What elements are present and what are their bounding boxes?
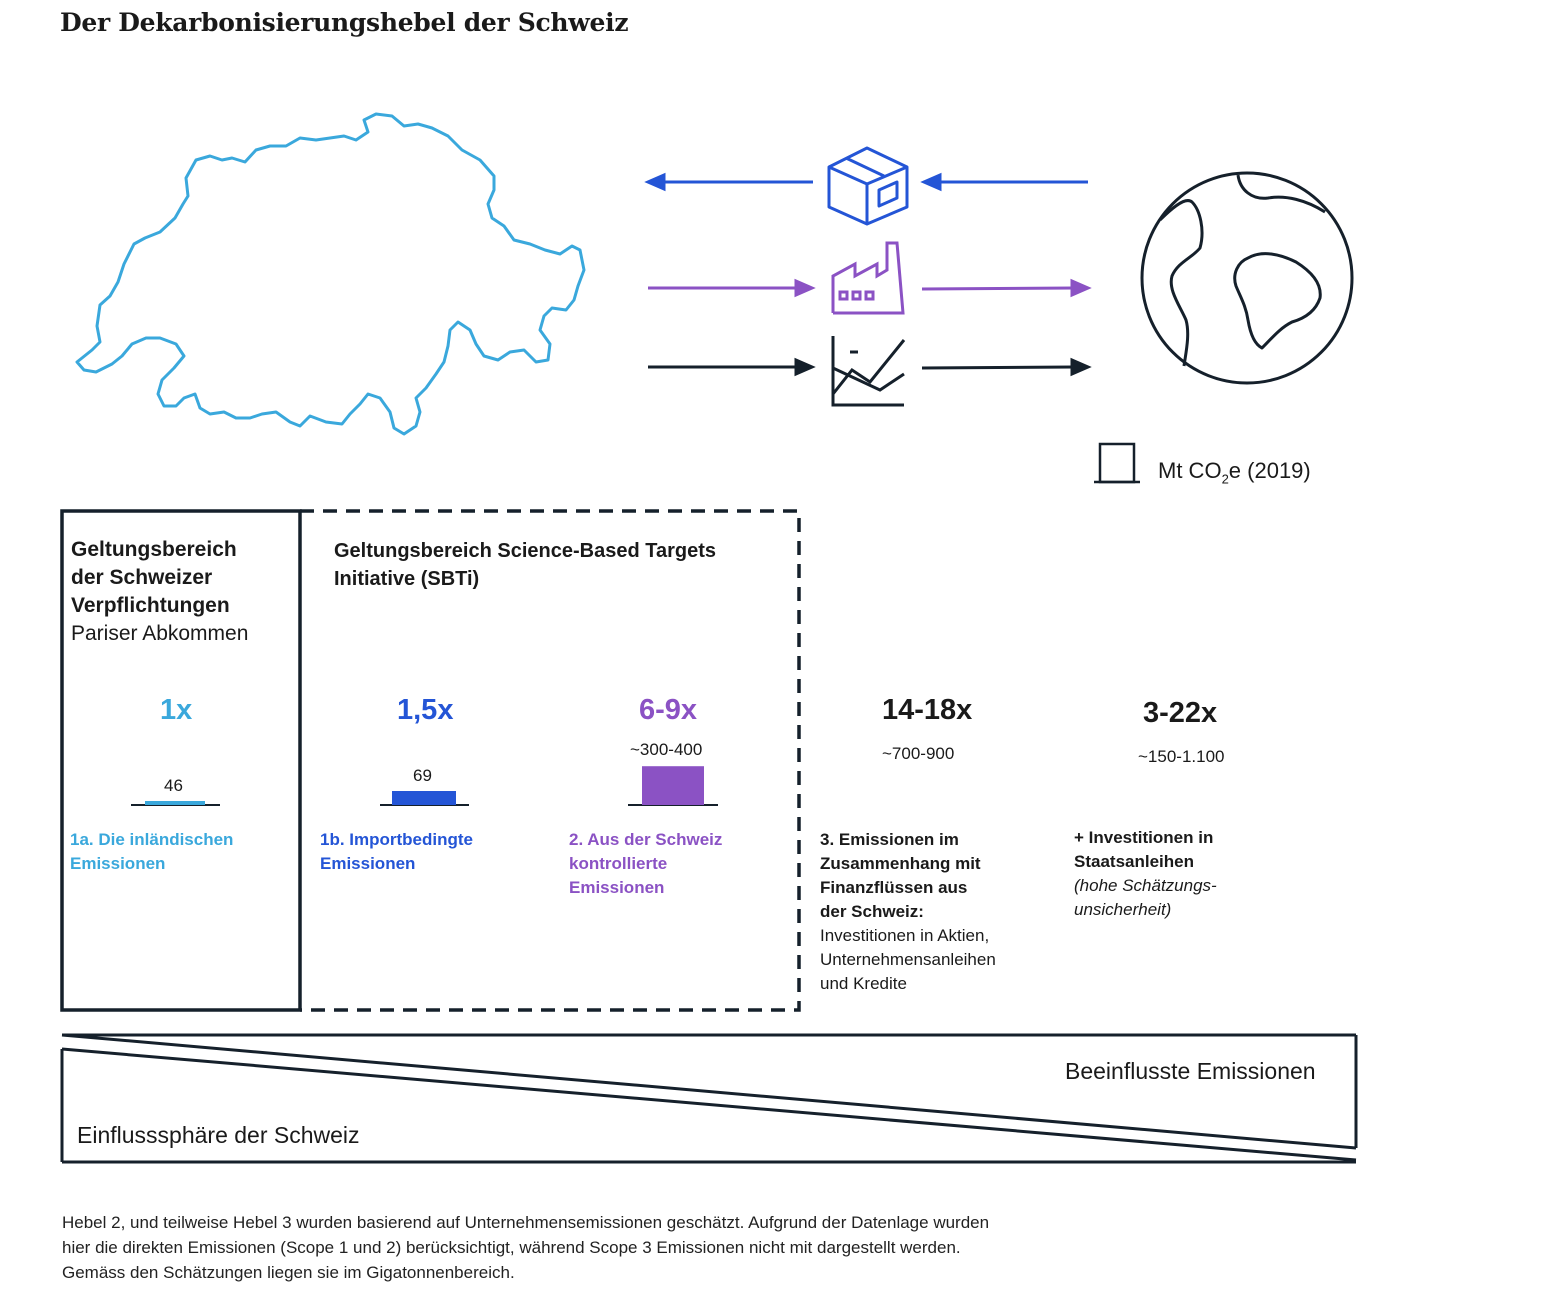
multiplier-1b: 1,5x (397, 694, 454, 726)
value-label-4: ~150-1.100 (1138, 747, 1225, 766)
legend-label: Mt $CO_2e$ (2019) (1158, 458, 1311, 487)
multiplier-4: 3-22x (1143, 697, 1218, 729)
value-label-3: ~700-900 (882, 744, 955, 763)
bar-2 (642, 766, 704, 805)
lever-2-label: 2. Aus der Schweiz kontrollierte Emissionen (569, 830, 723, 897)
lever-1b-label: 1b. Importbedingte Emissionen (320, 830, 473, 873)
multiplier-3: 14-18x (882, 694, 973, 726)
value-label-2: ~300-400 (630, 740, 703, 759)
box-icon (829, 148, 907, 224)
wedge-right-label: Beeinflusste Emissionen (1065, 1058, 1316, 1084)
footnote: Hebel 2, und teilweise Hebel 3 wurden basierend auf Unternehmensemissionen geschätzt. Aufgrund der Datenlage wurden hier die direkten Emissionen (Scope 1 und 2) berücksichtigt, während Scope 3 Emissionen nicht mit dargestellt werden. Gemäss den Schätzungen liegen sie im Gigatonnenbereich. (62, 1213, 990, 1282)
value-label-1a: 46 (164, 776, 183, 795)
bar-1b (392, 791, 456, 805)
legend-icon (1094, 444, 1140, 482)
scope-swiss-subheading: Pariser Abkommen (71, 622, 249, 645)
multiplier-1a: 1x (160, 694, 193, 726)
page-title: Der Dekarbonisierungshebel der Schweiz (60, 8, 629, 37)
finance-arrows (648, 360, 1088, 374)
chart-icon (833, 336, 904, 405)
multiplier-2: 6-9x (639, 694, 698, 726)
globe-icon (1142, 173, 1352, 383)
scope-swiss-heading: Geltungsbereich der Schweizer Verpflichtungen (71, 538, 237, 617)
lever-4-label: + Investitionen in Staatsanleihen (hohe Schätzungs- unsicherheit) (1074, 828, 1217, 919)
switzerland-map-icon (77, 114, 584, 434)
factory-icon (833, 243, 903, 313)
lever-3-label: 3. Emissionen im Zusammenhang mit Finanzflüssen aus der Schweiz: Investitionen in Aktien, Unternehmensanleihen und Kredite (820, 830, 996, 993)
scope-sbti-heading: Geltungsbereich Science-Based Targets Initiative (SBTi) (334, 540, 716, 590)
bar-1a (145, 801, 205, 805)
lever-1a-label: 1a. Die inländischen Emissionen (70, 830, 234, 873)
wedge-left-label: Einflusssphäre der Schweiz (77, 1122, 360, 1148)
value-label-1b: 69 (413, 766, 432, 785)
